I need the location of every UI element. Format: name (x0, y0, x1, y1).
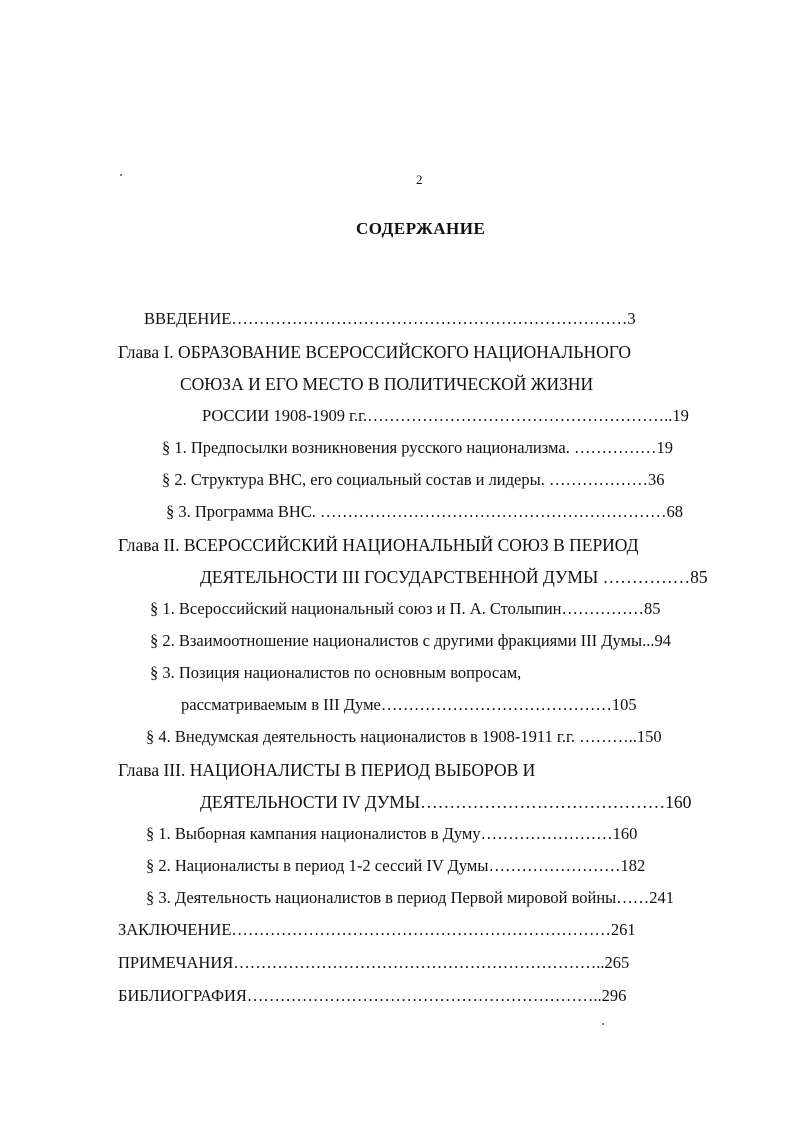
page-number: 2 (416, 172, 423, 187)
toc-chapter-3-heading: Глава III. НАЦИОНАЛИСТЫ В ПЕРИОД ВЫБОРОВ И (118, 760, 536, 780)
toc-chapter-2-heading: Глава II. ВСЕРОССИЙСКИЙ НАЦИОНАЛЬНЫЙ СОЮЗ В ПЕРИОД (118, 535, 639, 555)
toc-chapter-3-heading-end: ДЕЯТЕЛЬНОСТИ IV ДУМЫ……………………………………160 (200, 792, 692, 812)
toc-section-3-3: § 3. Деятельность националистов в период Первой мировой войны……241 (146, 888, 675, 907)
toc-chapter-1-heading-end: РОССИИ 1908-1909 г.г.………………………………………………..19 (202, 406, 689, 425)
toc-section-2-3: § 3. Позиция националистов по основным вопросам, (150, 663, 522, 682)
toc-section-2-1: § 1. Всероссийский национальный союз и П. А. Столыпин……………85 (150, 599, 661, 618)
toc-section-2-3-cont: рассматриваемым в III Думе……………………………………105 (181, 695, 637, 714)
toc-entry-bibliography: БИБЛИОГРАФИЯ………………………………………………………..296 (118, 986, 627, 1005)
toc-section-3-2: § 2. Националисты в период 1-2 сессий IV Думы……………………182 (146, 856, 646, 875)
toc-section-1-3: § 3. Программа ВНС. ………………………………………………………68 (166, 502, 684, 521)
toc-section-1-1: § 1. Предпосылки возникновения русского национализма. ……………19 (162, 438, 673, 457)
scan-speck (120, 174, 122, 176)
toc-chapter-1-heading-cont: СОЮЗА И ЕГО МЕСТО В ПОЛИТИЧЕСКОЙ ЖИЗНИ (180, 374, 594, 394)
scan-speck (602, 1023, 604, 1025)
toc-section-3-1: § 1. Выборная кампания националистов в Думу……………………160 (146, 824, 638, 843)
toc-section-2-4: § 4. Внедумская деятельность националистов в 1908-1911 г.г. ………..150 (146, 727, 662, 746)
toc-chapter-1-heading: Глава I. ОБРАЗОВАНИЕ ВСЕРОССИЙСКОГО НАЦИОНАЛЬНОГО (118, 342, 632, 362)
toc-entry-conclusion: ЗАКЛЮЧЕНИЕ……………………………………………………………261 (118, 920, 636, 939)
toc-entry-notes: ПРИМЕЧАНИЯ…………………………………………………………..265 (118, 953, 630, 972)
toc-chapter-2-heading-end: ДЕЯТЕЛЬНОСТИ III ГОСУДАРСТВЕННОЙ ДУМЫ ……………85 (200, 567, 708, 587)
toc-entry-introduction: ВВЕДЕНИЕ………………………………………………………………3 (144, 309, 636, 328)
page-title: СОДЕРЖАНИЕ (356, 219, 486, 238)
toc-section-2-2: § 2. Взаимоотношение националистов с другими фракциями III Думы...94 (150, 631, 671, 650)
toc-section-1-2: § 2. Структура ВНС, его социальный состав и лидеры. ………………36 (162, 470, 665, 489)
